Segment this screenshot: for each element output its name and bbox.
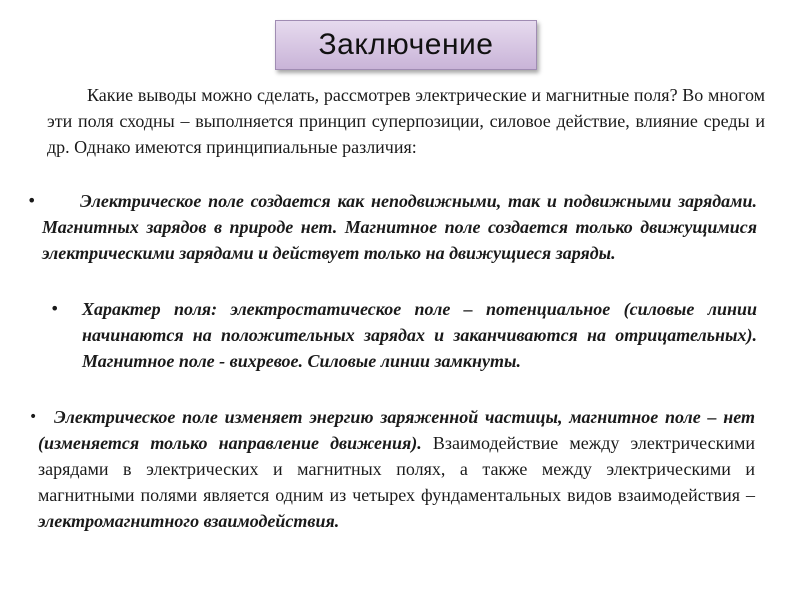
bullet-marker-2: • bbox=[50, 299, 60, 318]
bullet-marker-1: • bbox=[27, 191, 37, 210]
bullet-marker-3: • bbox=[29, 409, 38, 425]
bullet-text-3-plain: Взаимодействие между электрическими зарядами в электрических и магнитных полях, а также между электрическими и магнитными полями является одним из четырех фундаментальных видов взаимодействия – bbox=[38, 433, 756, 505]
slide-title: Заключение bbox=[318, 28, 494, 61]
bullet-paragraph-3 bbox=[38, 404, 755, 534]
bullet-text-3-bold: Электрическое поле изменяет энергию заряженной частицы, магнитное поле – нет (изменяется только направление движения). bbox=[38, 407, 755, 453]
bullet-text-2: Характер поля: электростатическое поле – потенциальное (силовые линии начинаются на положительных зарядах и заканчиваются на отрицательных). Магнитное поле - вихревое. Силовые линии замкнуты. bbox=[82, 299, 757, 371]
intro-paragraph: Какие выводы можно сделать, рассмотрев электрические и магнитные поля? Во многом эти поля сходны – выполняется принцип суперпозиции, силовое действие, влияние среды и др. Однако имеются принципиальные различия: bbox=[47, 85, 765, 157]
slide-title-box bbox=[275, 20, 537, 70]
bullet-text-1: Электрическое поле создается как неподвижными, так и подвижными зарядами. Магнитных зарядов в природе нет. Магнитное поле создается только движущимися электрическими зарядами и действует только на движущиеся заряды. bbox=[42, 191, 757, 263]
bullet-text-3-end: электромагнитного взаимодействия. bbox=[38, 511, 340, 531]
